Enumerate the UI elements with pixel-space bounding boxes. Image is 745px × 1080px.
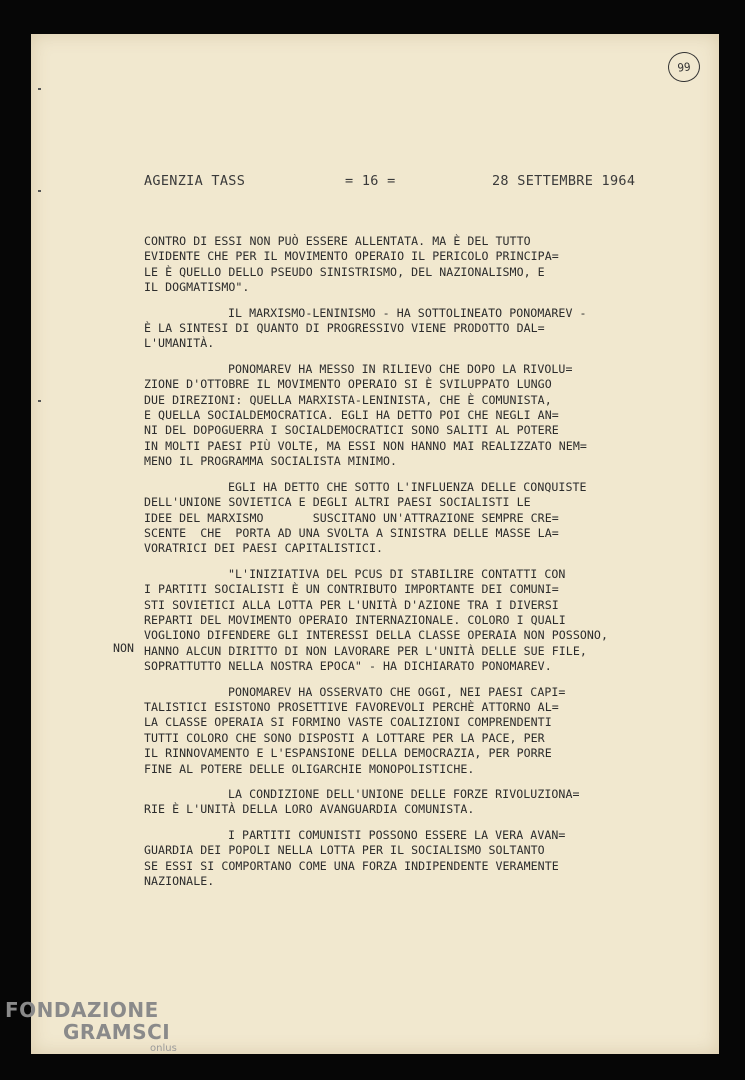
paragraph <box>144 828 684 890</box>
header-date: 28 SETTEMBRE 1964 <box>492 173 636 189</box>
punch-mark <box>38 88 41 90</box>
text-line: NI DEL DOPOGUERRA I SOCIALDEMOCRATICI SONO SALITI AL POTERE <box>144 423 559 438</box>
text-line: SE ESSI SI COMPORTANO COME UNA FORZA INDIPENDENTE VERAMENTE <box>144 858 559 873</box>
text-line: STI SOVIETICI ALLA LOTTA PER L'UNITÀ D'AZIONE TRA I DIVERSI <box>144 597 559 612</box>
paragraph <box>144 685 684 777</box>
text-line: LA CLASSE OPERAIA SI FORMINO VASTE COALIZIONI COMPRENDENTI <box>144 715 552 730</box>
text-line: PONOMAREV HA MESSO IN RILIEVO CHE DOPO LA RIVOLU= <box>228 361 573 376</box>
text-line: SOPRATTUTTO NELLA NOSTRA EPOCA" - HA DICHIARATO PONOMAREV. <box>144 659 552 674</box>
text-line: DELL'UNIONE SOVIETICA E DEGLI ALTRI PAESI SOCIALISTI LE <box>144 495 531 510</box>
text-line: PONOMAREV HA OSSERVATO CHE OGGI, NEI PAESI CAPI= <box>228 684 566 699</box>
text-line: È LA SINTESI DI QUANTO DI PROGRESSIVO VIENE PRODOTTO DAL= <box>144 321 545 336</box>
text-line: IN MOLTI PAESI PIÙ VOLTE, MA ESSI NON HANNO MAI REALIZZATO NEM= <box>144 438 587 453</box>
text-line: E QUELLA SOCIALDEMOCRATICA. EGLI HA DETTO POI CHE NEGLI AN= <box>144 408 559 423</box>
paragraph <box>144 234 684 296</box>
text-line: TALISTICI ESISTONO PROSETTIVE FAVOREVOLI PERCHÈ ATTORNO AL= <box>144 699 559 714</box>
text-line: IL RINNOVAMENTO E L'ESPANSIONE DELLA DEMOCRAZIA, PER PORRE <box>144 746 552 761</box>
text-line: VOGLIONO DIFENDERE GLI INTERESSI DELLA CLASSE OPERAIA NON POSSONO, <box>144 628 608 643</box>
text-line: LE È QUELLO DELLO PSEUDO SINISTRISMO, DEL NAZIONALISMO, E <box>144 264 545 279</box>
text-line: EVIDENTE CHE PER IL MOVIMENTO OPERAIO IL PERICOLO PRINCIPA= <box>144 249 559 264</box>
paragraph <box>144 787 684 818</box>
text-line: VORATRICI DEI PAESI CAPITALISTICI. <box>144 541 384 556</box>
text-line: ZIONE D'OTTOBRE IL MOVIMENTO OPERAIO SI È SVILUPPATO LUNGO <box>144 377 552 392</box>
text-line: REPARTI DEL MOVIMENTO OPERAIO INTERNAZIONALE. COLORO I QUALI <box>144 612 566 627</box>
header-agency: AGENZIA TASS <box>144 173 246 189</box>
text-line: "L'INIZIATIVA DEL PCUS DI STABILIRE CONTATTI CON <box>228 566 566 581</box>
text-line: LA CONDIZIONE DELL'UNIONE DELLE FORZE RIVOLUZIONA= <box>228 787 580 801</box>
text-line: IL DOGMATISMO". <box>144 280 250 295</box>
text-line: SCENTE CHE PORTA AD UNA SVOLTA A SINISTRA DELLE MASSE LA= <box>144 525 559 540</box>
paragraph <box>144 306 684 352</box>
punch-mark <box>38 400 41 402</box>
text-line: GUARDIA DEI POPOLI NELLA LOTTA PER IL SOCIALISMO SOLTANTO <box>144 843 545 858</box>
text-line: EGLI HA DETTO CHE SOTTO L'INFLUENZA DELLE CONQUISTE <box>228 479 587 494</box>
paragraph <box>144 480 684 557</box>
watermark-line: onlus <box>150 1043 177 1054</box>
text-line: IL MARXISMO-LENINISMO - HA SOTTOLINEATO PONOMAREV - <box>228 305 587 320</box>
text-line: FINE AL POTERE DELLE OLIGARCHIE MONOPOLISTICHE. <box>144 761 475 776</box>
text-line: L'UMANITÀ. <box>144 336 215 351</box>
page-number-stamp: 99 <box>667 50 702 83</box>
text-line: TUTTI COLORO CHE SONO DISPOSTI A LOTTARE PER LA PACE, PER <box>144 730 545 745</box>
text-line: HANNO ALCUN DIRITTO DI NON LAVORARE PER L'UNITÀ DELLE SUE FILE, <box>144 643 587 658</box>
punch-mark <box>38 190 41 192</box>
paragraph <box>144 567 684 675</box>
text-line: NAZIONALE. <box>144 874 215 889</box>
header-page-number: = 16 = <box>345 173 396 189</box>
document-body <box>144 234 684 899</box>
margin-note: NON <box>113 641 134 655</box>
text-line: I PARTITI SOCIALISTI È UN CONTRIBUTO IMPORTANTE DEI COMUNI= <box>144 582 559 597</box>
text-line: IDEE DEL MARXISMO SUSCITANO UN'ATTRAZIONE SEMPRE CRE= <box>144 510 559 525</box>
text-line: MENO IL PROGRAMMA SOCIALISTA MINIMO. <box>144 454 398 469</box>
watermark-line: GRAMSCI <box>63 1020 171 1044</box>
text-line: RIE È L'UNITÀ DELLA LORO AVANGUARDIA COMUNISTA. <box>144 802 475 817</box>
text-line: DUE DIREZIONI: QUELLA MARXISTA-LENINISTA, CHE È COMUNISTA, <box>144 392 552 407</box>
watermark-line: FONDAZIONE <box>5 998 159 1022</box>
text-line: CONTRO DI ESSI NON PUÒ ESSERE ALLENTATA. MA È DEL TUTTO <box>144 234 531 248</box>
text-line: I PARTITI COMUNISTI POSSONO ESSERE LA VERA AVAN= <box>228 827 566 842</box>
paragraph <box>144 362 684 470</box>
fondazione-gramsci-watermark <box>5 999 177 1055</box>
